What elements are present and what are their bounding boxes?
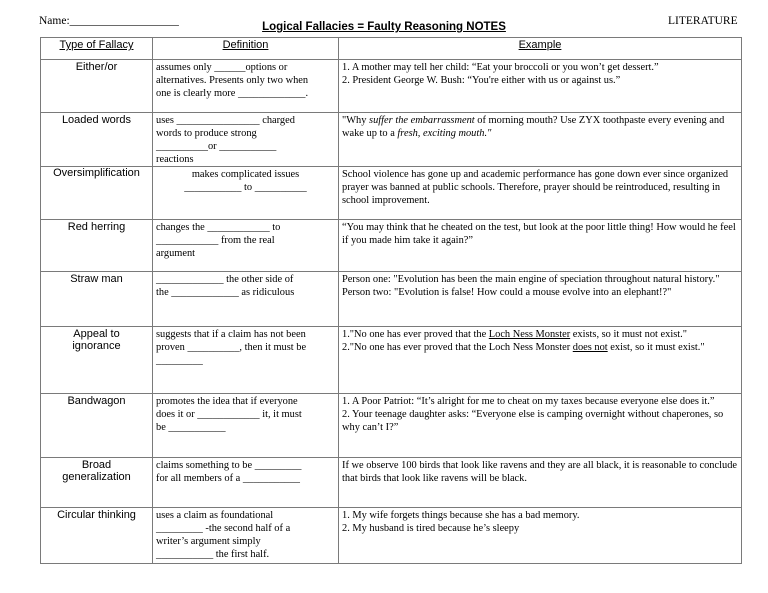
fallacy-type: Red herring xyxy=(41,220,153,272)
example-line xyxy=(342,328,738,341)
example-line: School violence has gone up and academic performance has gone down ever since organized prayer was banned at public schools. Therefore, prayer should be reintroduced, resulting in school improvement. xyxy=(342,169,729,206)
definition-line: makes complicated issues xyxy=(191,169,300,180)
fallacy-type: Bandwagon xyxy=(41,394,153,458)
definition-line: ____________ from the real xyxy=(156,235,275,246)
fallacy-type: Circular thinking xyxy=(41,508,153,564)
table-row xyxy=(41,60,742,113)
fallacy-type: Straw man xyxy=(41,272,153,327)
definition-line: one is clearly more _____________. xyxy=(156,88,309,99)
example-underlined-text: Loch Ness Monster xyxy=(488,329,571,340)
example-underlined-text: does not xyxy=(572,342,608,353)
definition-line: proven __________, then it must be xyxy=(156,342,307,353)
table-row xyxy=(41,394,742,458)
example-line: 2. My husband is tired because he’s sleepy xyxy=(342,523,520,534)
definition-line: words to produce strong xyxy=(156,128,257,139)
fallacy-type: Loaded words xyxy=(41,113,153,167)
fallacy-definition xyxy=(153,272,339,327)
example-line: If we observe 100 birds that look like ravens and they are all black, it is reasonable to conclude that birds that look like ravens will be black. xyxy=(342,460,738,484)
column-header-type: Type of Fallacy xyxy=(41,38,153,60)
definition-line: reactions xyxy=(156,154,194,165)
example-line xyxy=(342,114,738,140)
definition-line: be ___________ xyxy=(156,422,226,433)
example-line: Person one: "Evolution has been the main engine of speciation throughout natural history." xyxy=(342,274,720,285)
example-text: exist, so it must exist." xyxy=(607,342,705,353)
table-row xyxy=(41,272,742,327)
definition-line: ___________ the first half. xyxy=(156,549,270,560)
example-line: “You may think that he cheated on the test, but look at the poor little thing! How would he feel if you made him take it again?” xyxy=(342,222,736,246)
definition-line: suggests that if a claim has not been xyxy=(156,329,306,340)
fallacy-example xyxy=(339,113,742,167)
fallacy-definition xyxy=(153,458,339,508)
definition-line: ___________ to __________ xyxy=(184,182,307,193)
definition-line: argument xyxy=(156,248,196,259)
definition-line: uses ________________ charged xyxy=(156,115,295,126)
definition-line: alternatives. Presents only two when xyxy=(156,75,309,86)
fallacy-example xyxy=(339,60,742,113)
definition-line: uses a claim as foundational xyxy=(156,510,274,521)
table-row xyxy=(41,167,742,220)
fallacy-example xyxy=(339,394,742,458)
table-row xyxy=(41,327,742,394)
example-line: 1. My wife forgets things because she has a bad memory. xyxy=(342,510,580,521)
definition-line: writer’s argument simply xyxy=(156,536,261,547)
fallacy-type: Either/or xyxy=(41,60,153,113)
definition-line: does it or ____________ it, it must xyxy=(156,409,302,420)
fallacy-type-line: Appeal to xyxy=(73,328,120,340)
example-line: 2. Your teenage daughter asks: “Everyone else is camping overnight without chaperones, so why can’t I?” xyxy=(342,409,724,433)
fallacy-definition xyxy=(153,113,339,167)
page-title: Logical Fallacies = Faulty Reasoning NOTES xyxy=(262,21,506,33)
fallacy-example xyxy=(339,327,742,394)
fallacy-example xyxy=(339,458,742,508)
table-row xyxy=(41,508,742,564)
definition-line: __________or ___________ xyxy=(156,141,277,152)
example-text: 1."No one has ever proved that the xyxy=(342,329,489,340)
fallacy-example xyxy=(339,508,742,564)
fallacy-type xyxy=(41,327,153,394)
fallacy-example xyxy=(339,220,742,272)
example-line: Person two: "Evolution is false! How could a mouse evolve into an elephant!?" xyxy=(342,287,672,298)
fallacy-definition xyxy=(153,60,339,113)
fallacy-type xyxy=(41,458,153,508)
example-text: 2."No one has ever proved that the Loch Ness Monster xyxy=(342,342,573,353)
example-line: 1. A mother may tell her child: “Eat your broccoli or you won’t get dessert.” xyxy=(342,62,659,73)
fallacy-type-line: ignorance xyxy=(72,340,121,352)
fallacy-definition xyxy=(153,220,339,272)
table-row xyxy=(41,113,742,167)
table-header-row xyxy=(41,38,742,60)
definition-line: promotes the idea that if everyone xyxy=(156,396,298,407)
table-row xyxy=(41,458,742,508)
fallacy-example xyxy=(339,272,742,327)
definition-line: the _____________ as ridiculous xyxy=(156,287,295,298)
fallacy-type: Oversimplification xyxy=(41,167,153,220)
column-header-definition: Definition xyxy=(153,38,339,60)
example-line: 1. A Poor Patriot: “It’s alright for me to cheat on my taxes because everyone else does it.” xyxy=(342,396,715,407)
example-italic-text: suffer the embarrassment xyxy=(369,115,475,126)
example-text: exists, so it must not exist." xyxy=(570,329,687,340)
example-text: of morning mouth? Use ZYX toothpaste every evening and wake up to a xyxy=(342,115,725,139)
definition-line: assumes only ______options or xyxy=(156,62,288,73)
fallacy-definition xyxy=(153,327,339,394)
fallacies-table xyxy=(40,37,742,564)
fallacy-definition xyxy=(153,508,339,564)
column-header-example: Example xyxy=(339,38,742,60)
fallacy-definition xyxy=(153,394,339,458)
definition-line: _____________ the other side of xyxy=(156,274,294,285)
definition-line: changes the ____________ to xyxy=(156,222,281,233)
fallacy-example xyxy=(339,167,742,220)
example-line xyxy=(342,341,738,354)
example-text: "Why xyxy=(342,115,370,126)
definition-line: for all members of a ___________ xyxy=(156,473,300,484)
definition-line: _________ xyxy=(156,355,203,366)
definition-line: _________ -the second half of a xyxy=(156,523,291,534)
name-field-label: Name:___________________ xyxy=(39,15,179,27)
table-row xyxy=(41,220,742,272)
example-line: 2. President George W. Bush: “You're either with us or against us.” xyxy=(342,75,621,86)
fallacy-definition xyxy=(153,167,339,220)
fallacy-type-line: Broad xyxy=(81,459,112,471)
fallacy-type-line: generalization xyxy=(62,471,131,483)
definition-line: claims something to be _________ xyxy=(156,460,302,471)
subject-label: LITERATURE xyxy=(668,15,738,27)
example-italic-text: fresh, exciting mouth." xyxy=(397,128,492,139)
